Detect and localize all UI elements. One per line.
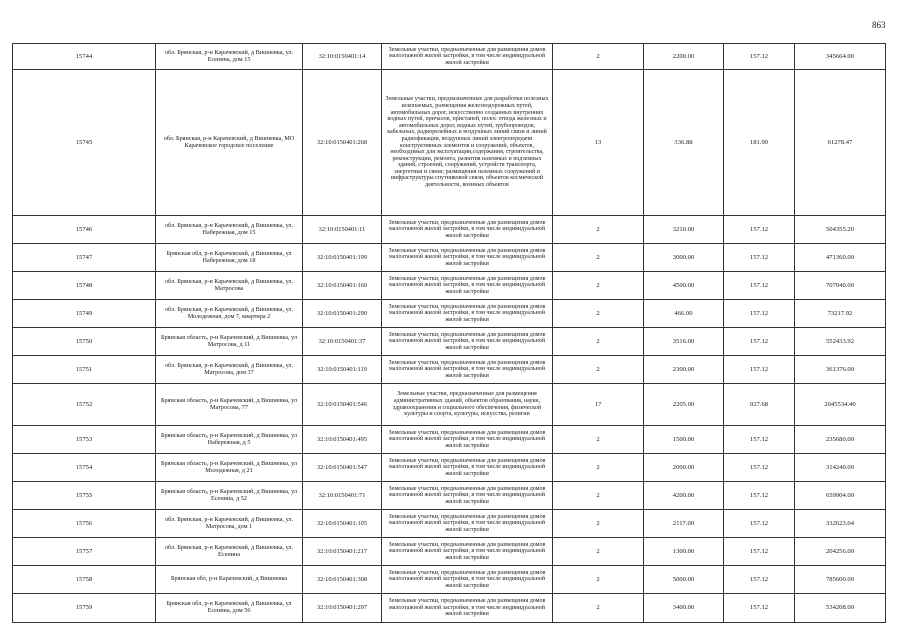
row-use-group: 2 [553, 566, 644, 594]
row-land-use: Земельные участки, предназначенные для размещения домов малоэтажной жилой застройки, в том числе индивидуальной жилой застройки [382, 538, 553, 566]
row-specific-value: 157.12 [724, 454, 795, 482]
row-cadastral-number: 32:10:0150401:547 [303, 454, 382, 482]
row-use-group: 13 [553, 70, 644, 216]
table-row [13, 328, 886, 356]
table-row [13, 44, 886, 70]
row-area: 3210.00 [644, 216, 724, 244]
row-address: обл. Брянская, р-н Карачевский, д Вишневка, ул. Матросова, дом 1 [156, 510, 303, 538]
row-address: обл. Брянская, р-н Карачевский, д Вишневка, МО Карачевское городское поселение [156, 70, 303, 216]
row-land-use: Земельные участки, предназначенные для размещения домов малоэтажной жилой застройки, в том числе индивидуальной жилой застройки [382, 300, 553, 328]
row-area: 5000.00 [644, 566, 724, 594]
row-area: 4200.00 [644, 482, 724, 510]
row-cadastral-number: 32:10:0150401:268 [303, 70, 382, 216]
row-specific-value: 157.12 [724, 216, 795, 244]
row-land-use: Земельные участки, предназначенные для размещения домов малоэтажной жилой застройки, в том числе индивидуальной жилой застройки [382, 566, 553, 594]
row-area: 3516.00 [644, 328, 724, 356]
row-id: 15759 [13, 594, 156, 623]
row-address: Брянская область, р-н Карачевский, д Вишневка, ул Набережная, д 5 [156, 426, 303, 454]
page-number: 863 [872, 20, 886, 30]
row-address: обл. Брянская, р-н Карачевский, д Вишневка, ул. Молодежная, дом 7, квартира 2 [156, 300, 303, 328]
row-specific-value: 157.12 [724, 356, 795, 384]
row-cadastral-value: 552433.92 [795, 328, 886, 356]
row-cadastral-number: 32:10:0150401:546 [303, 384, 382, 426]
row-cadastral-value: 707040.00 [795, 272, 886, 300]
row-address: обл. Брянская, р-н Карачевский, д Вишневка, ул. Есенина [156, 538, 303, 566]
row-use-group: 2 [553, 482, 644, 510]
row-address: Брянская обл, р-н Карачевский, д Вишневка, ул Есенина, дом 56 [156, 594, 303, 623]
row-specific-value: 157.12 [724, 272, 795, 300]
row-use-group: 2 [553, 244, 644, 272]
row-use-group: 2 [553, 328, 644, 356]
row-use-group: 2 [553, 216, 644, 244]
row-cadastral-number: 32:10:0150401:160 [303, 272, 382, 300]
row-address: обл. Брянская, р-н Карачевский, д Вишневка, ул. Матросова, дом 37 [156, 356, 303, 384]
row-id: 15758 [13, 566, 156, 594]
row-specific-value: 181.90 [724, 70, 795, 216]
row-land-use: Земельные участки, предназначенные для размещения домов малоэтажной жилой застройки, в том числе индивидуальной жилой застройки [382, 328, 553, 356]
row-area: 2205.00 [644, 384, 724, 426]
row-id: 15744 [13, 44, 156, 70]
row-land-use: Земельные участки, предназначенные для размещения домов малоэтажной жилой застройки, в том числе индивидуальной жилой застройки [382, 510, 553, 538]
row-specific-value: 157.12 [724, 482, 795, 510]
row-cadastral-number: 32:10:0150401:199 [303, 244, 382, 272]
row-use-group: 2 [553, 356, 644, 384]
table-row [13, 384, 886, 426]
row-address: обл. Брянская, р-н Карачевский, д Вишневка, ул. Набережная, дом 15 [156, 216, 303, 244]
row-id: 15751 [13, 356, 156, 384]
table-row [13, 356, 886, 384]
row-id: 15745 [13, 70, 156, 216]
row-address: обл. Брянская, р-н Карачевский, д Вишневка, ул. Есенина, дом 15 [156, 44, 303, 70]
row-id: 15756 [13, 510, 156, 538]
row-specific-value: 157.12 [724, 538, 795, 566]
row-cadastral-number: 32:10:0150401:14 [303, 44, 382, 70]
row-specific-value: 157.12 [724, 244, 795, 272]
table-row [13, 454, 886, 482]
row-cadastral-value: 504355.20 [795, 216, 886, 244]
row-cadastral-number: 32:10:0150401:11 [303, 216, 382, 244]
row-land-use: Земельные участки, предназначенные для размещения домов малоэтажной жилой застройки, в том числе индивидуальной жилой застройки [382, 216, 553, 244]
row-land-use: Земельные участки, предназначенные для размещения домов малоэтажной жилой застройки, в том числе индивидуальной жилой застройки [382, 272, 553, 300]
row-address: Брянская область, р-н Карачевский, д Вишневка, ул Молодежная, д 21 [156, 454, 303, 482]
row-area: 2300.00 [644, 356, 724, 384]
row-specific-value: 157.12 [724, 566, 795, 594]
table-row [13, 538, 886, 566]
row-area: 336.88 [644, 70, 724, 216]
table-row [13, 566, 886, 594]
row-land-use: Земельные участки, предназначенные для размещения домов малоэтажной жилой застройки, в том числе индивидуальной жилой застройки [382, 244, 553, 272]
row-id: 15750 [13, 328, 156, 356]
row-land-use: Земельные участки, предназначенные для разработки полезных ископаемых, размещения железнодорожных путей, автомобильных дорог, искусственно созданных внутренних водных путей, причалов, пристаней, полос отвода железных и автомобильных дорог, водных путей, трубопроводов, кабельных, радиорелейных и воздушных линий связи и линий радиофикации, воздушных линий электропередачи конструктивных элементов и сооружений, объектов, необходимых для эксплуатации,содержания, строительства, реконструкции, ремонта, развития наземных и подземных зданий, строений, сооружений, устройств транспорта, энергетики и связи; размещения наземных сооружений и инфраструктуры спутниковой связи, объектов космической деятельности, военных объектов [382, 70, 553, 216]
row-land-use: Земельные участки, предназначенные для размещения домов малоэтажной жилой застройки, в том числе индивидуальной жилой застройки [382, 482, 553, 510]
row-use-group: 17 [553, 384, 644, 426]
row-area: 3400.00 [644, 594, 724, 623]
row-area: 466.00 [644, 300, 724, 328]
row-use-group: 2 [553, 510, 644, 538]
row-cadastral-value: 534208.00 [795, 594, 886, 623]
row-area: 1500.00 [644, 426, 724, 454]
row-land-use: Земельные участки, предназначенные для размещения домов малоэтажной жилой застройки, в том числе индивидуальной жилой застройки [382, 426, 553, 454]
row-address: Брянская область, р-н Карачевский, д Вишневка, ул Матросова, д 11 [156, 328, 303, 356]
row-cadastral-number: 32:10:0150401:308 [303, 566, 382, 594]
row-land-use: Земельные участки, предназначенные для размещения административных зданий, объектов образования, науки, здравоохранения и социального обеспечения, физической культуры и спорта, культуры, искусства, религии [382, 384, 553, 426]
row-area: 1300.00 [644, 538, 724, 566]
row-address: обл. Брянская, р-н Карачевский, д Вишневка, ул. Матросова [156, 272, 303, 300]
table-row [13, 216, 886, 244]
row-id: 15755 [13, 482, 156, 510]
row-cadastral-number: 32:10:0150401:290 [303, 300, 382, 328]
row-land-use: Земельные участки, предназначенные для размещения домов малоэтажной жилой застройки, в том числе индивидуальной жилой застройки [382, 454, 553, 482]
table-row [13, 244, 886, 272]
cadastral-value-table [12, 43, 886, 623]
row-cadastral-number: 32:10:0150401:37 [303, 328, 382, 356]
row-use-group: 2 [553, 44, 644, 70]
row-id: 15754 [13, 454, 156, 482]
row-id: 15757 [13, 538, 156, 566]
row-cadastral-value: 2045534.40 [795, 384, 886, 426]
row-cadastral-value: 204256.00 [795, 538, 886, 566]
row-cadastral-number: 32:10:0150401:105 [303, 510, 382, 538]
row-area: 2117.00 [644, 510, 724, 538]
row-cadastral-value: 659904.00 [795, 482, 886, 510]
row-area: 3000.00 [644, 244, 724, 272]
row-id: 15748 [13, 272, 156, 300]
table-row [13, 482, 886, 510]
row-cadastral-number: 32:10:0150401:217 [303, 538, 382, 566]
row-area: 2200.00 [644, 44, 724, 70]
row-use-group: 2 [553, 538, 644, 566]
row-area: 2000.00 [644, 454, 724, 482]
row-cadastral-number: 32:10:0150401:495 [303, 426, 382, 454]
row-address: Брянская обл, р-н Карачевский, д Вишневка [156, 566, 303, 594]
row-use-group: 2 [553, 272, 644, 300]
table-row [13, 510, 886, 538]
table-row [13, 70, 886, 216]
row-cadastral-value: 73217.92 [795, 300, 886, 328]
row-use-group: 2 [553, 594, 644, 623]
row-specific-value: 157.12 [724, 594, 795, 623]
row-id: 15747 [13, 244, 156, 272]
row-specific-value: 157.12 [724, 328, 795, 356]
row-cadastral-value: 332623.04 [795, 510, 886, 538]
row-specific-value: 157.12 [724, 44, 795, 70]
row-address: Брянская область, р-н Карачевский, д Вишневка, ул Матросова, 77 [156, 384, 303, 426]
table-row [13, 300, 886, 328]
row-specific-value: 927.68 [724, 384, 795, 426]
row-id: 15752 [13, 384, 156, 426]
row-land-use: Земельные участки, предназначенные для размещения домов малоэтажной жилой застройки, в том числе индивидуальной жилой застройки [382, 594, 553, 623]
row-land-use: Земельные участки, предназначенные для размещения домов малоэтажной жилой застройки, в том числе индивидуальной жилой застройки [382, 356, 553, 384]
row-specific-value: 157.12 [724, 510, 795, 538]
row-use-group: 2 [553, 454, 644, 482]
row-cadastral-number: 32:10:0150401:297 [303, 594, 382, 623]
row-cadastral-value: 345664.00 [795, 44, 886, 70]
table-row [13, 594, 886, 623]
row-address: Брянская обл, р-н Карачевский, д Вишневка, ул Набережная, дом 18 [156, 244, 303, 272]
table-row [13, 426, 886, 454]
row-cadastral-value: 471360.00 [795, 244, 886, 272]
row-id: 15746 [13, 216, 156, 244]
row-cadastral-number: 32:10:0150401:119 [303, 356, 382, 384]
row-cadastral-value: 361376.00 [795, 356, 886, 384]
row-cadastral-value: 314240.00 [795, 454, 886, 482]
row-specific-value: 157.12 [724, 300, 795, 328]
row-address: Брянская область, р-н Карачевский, д Вишневка, ул Есенина, д 52 [156, 482, 303, 510]
row-specific-value: 157.12 [724, 426, 795, 454]
row-cadastral-value: 235680.00 [795, 426, 886, 454]
row-use-group: 2 [553, 426, 644, 454]
row-cadastral-value: 785600.00 [795, 566, 886, 594]
row-id: 15753 [13, 426, 156, 454]
row-cadastral-number: 32:10:0150401:71 [303, 482, 382, 510]
row-cadastral-value: 61278.47 [795, 70, 886, 216]
row-area: 4500.00 [644, 272, 724, 300]
row-id: 15749 [13, 300, 156, 328]
table-row [13, 272, 886, 300]
row-land-use: Земельные участки, предназначенные для размещения домов малоэтажной жилой застройки, в том числе индивидуальной жилой застройки [382, 44, 553, 70]
row-use-group: 2 [553, 300, 644, 328]
